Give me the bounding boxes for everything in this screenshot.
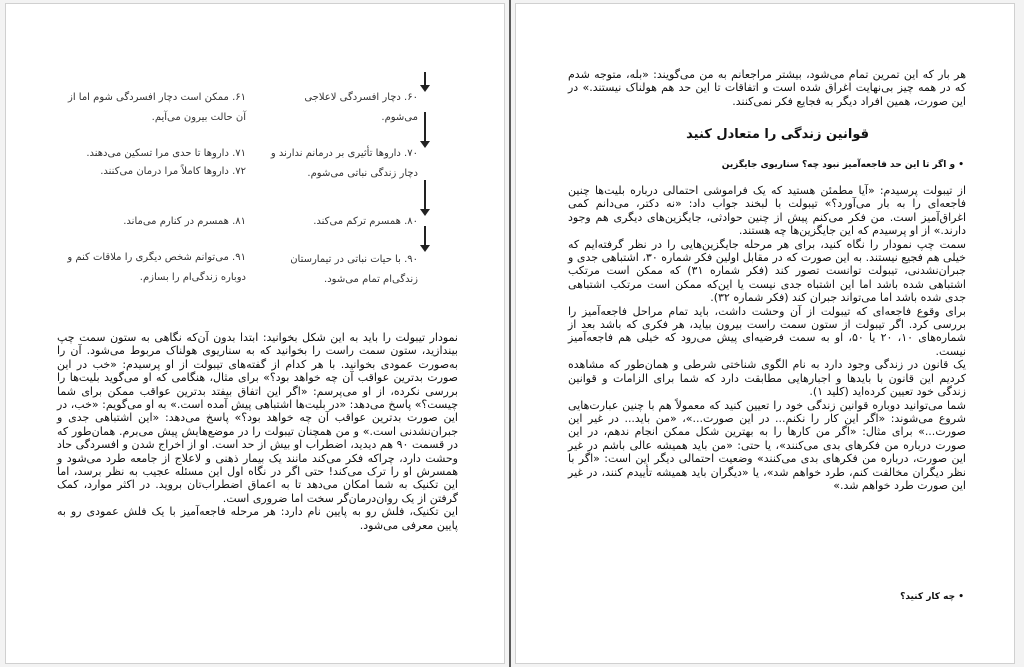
paragraph: نمودار تیبولت را باید به این شکل بخوانید: ابتدا بدون آن‌که نگاهی به ستون سمت چپ بیندازید، ستون سمت راست را بخوانید که به سناریوی هولناک مربوط می‌شود. آن را به‌صورت عمودی بخوانید. با هر کدام از گفته‌های تیبولت از او پرسیدم: «خب در این صورت بدترین عواقب آن چه خواهد بود؟» برای مثال، هنگامی که او می‌گوید بلیت‌ها را بررسی نکرده، از او می‌پرسم: «اگر این اتفاق بیفتد بدترین عواقب ممکن برای شما چیست؟» پاسخ می‌دهد: «در بلیت‌ها اشتباهی پیش آمده است.» به او می‌گویم: «خب، در این صورت بدترین عواقب آن چه خواهد بود؟» پاسخ می‌دهد: «این اشتباهی جدی و جبران‌نشدنی است.» و من همچنان تیبولت را در موضع‌هایش پیش می‌برم. همان‌طور که در قسمت ۹۰ هم دیدید، اضطراب او بیش از حد است. او از اخراج شدن و افسردگی حاد وحشت دارد، چراکه فکر می‌کند مانند یک بیمار ذهنی و لاعلاج از جامعه طرد می‌شود و همسرش او را ترک می‌کند! حتی اگر در نگاه اول این مسئله عجیب به نظر برسد، اما این تکنیک به شما امکان می‌دهد تا به اعماق اضطراب‌تان بروید. در اکثر موارد، کمک گرفتن از یک روان‌درمان‌گر سخت اما ضروری است.	[57, 331, 458, 505]
flow-item-81: ۸۱. همسرم در کنارم می‌ماند.	[123, 216, 246, 227]
right-page	[515, 3, 1015, 664]
down-arrow-icon	[420, 226, 430, 252]
flow-item-61: ۶۱. ممکن است دچار افسردگی شوم اما از آن حالت بیرون می‌آیم.	[67, 92, 246, 123]
flow-item-71: ۷۱. داروها تا حدی مرا تسکین می‌دهند.	[86, 148, 246, 159]
left-body-text	[57, 331, 458, 532]
paragraph: یک قانون در زندگی وجود دارد به نام الگوی شناختی شرطی و همان‌طور که مشاهده کردیم این قانون با بایدها و اجبارهایی مطابقت دارد که شما برای الزامات و قوانین زندگی خود تعیین کرده‌اید (کلید ۱).	[568, 358, 966, 399]
section-title: قوانین زندگی را متعادل کنید	[686, 127, 869, 142]
page-gutter	[509, 0, 511, 667]
flow-item-72: ۷۲. داروها کاملاً مرا درمان می‌کنند.	[100, 166, 246, 177]
right-body-text	[568, 184, 966, 492]
paragraph: این تکنیک، فلش رو به پایین نام دارد: هر مرحله فاجعه‌آمیز با یک فلش عمودی رو به پایین معرفی می‌شود.	[57, 505, 458, 532]
down-arrow-icon	[420, 72, 430, 92]
left-page	[5, 3, 505, 664]
subheading-alternative-scenario: • و اگر تا این حد فاجعه‌آمیز نبود چه؟ سناریوی جایگزین	[721, 160, 964, 170]
flow-item-91: ۹۱. می‌توانم شخص دیگری را ملاقات کنم و دوباره زندگی‌ام را بسازم.	[67, 252, 246, 283]
subheading-what-to-do: • چه کار کنید؟	[900, 592, 964, 602]
paragraph: از تیبولت پرسیدم: «آیا مطمئن هستید که یک فراموشی احتمالی درباره بلیت‌ها چنین فاجعه‌ای را به بار می‌آورد؟» تیبولت با لبخند جواب داد: «نه دکتر، می‌دانم کمی اغراق‌آمیز است. من فکر می‌کنم پیش از چنین حوادثی، جایگزین‌های دیگری هم وجود دارند.» از او پرسیدم که این جایگزین‌ها چه هستند.	[568, 184, 966, 238]
down-arrow-icon	[420, 180, 430, 216]
down-arrow-icon	[420, 112, 430, 148]
paragraph: سمت چپ نمودار را نگاه کنید، برای هر مرحله جایگزین‌هایی را در نظر گرفته‌ایم که خیلی هم فجیع نیستند. به این صورت که در مقابل اولین فکر شماره ۳۰، اشتباهی جدی و جبران‌نشدنی، تیبولت توانست تصور کند (فکر شماره ۳۱) که ممکن است مرتکب اشتباهی شده باشد اما این اشتباه جدی نیست یا این‌که ممکن است مرتکب اشتباهی جدی شده باشد اما می‌تواند جبران کند (فکر شماره ۳۲).	[568, 237, 966, 305]
intro-paragraph: هر بار که این تمرین تمام می‌شود، بیشتر مراجعانم به من می‌گویند: «بله، متوجه شدم که در همه چیز بی‌نهایت اغراق شده است و اتفاقات تا این حد هم هولناک نیستند.» در این صورت، همین افراد دیگر به فجایع فکر نمی‌کنند.	[568, 68, 966, 108]
paragraph: شما می‌توانید دوباره قوانین زندگی خود را تعیین کنید که معمولاً هم با چنین عبارت‌هایی شروع می‌شوند: «اگر این کار را نکنم... در این صورت...»، «من باید... در غیر این صورت...» برای مثال: «اگر من کارها را به بهترین شکل ممکن انجام ندهم، در این صورت درباره من فکرهای بدی می‌کنند»، یا حتی: «من باید همیشه عالی باشم در غیر این صورت، درباره من فکرهای بدی می‌کنند» وضعیت احتمالی دیگر این است: «اگر با نظر دیگران مخالفت کنم، طرد خواهم شد»، یا «دیگران باید همیشه تأییدم کنند، در غیر این صورت طرد خواهم شد.»	[568, 398, 966, 492]
flow-item-60: ۶۰. دچار افسردگی لاعلاجی می‌شوم.	[304, 92, 418, 123]
paragraph: برای وقوع فاجعه‌ای که تیبولت از آن وحشت داشت، باید تمام مراحل فاجعه‌آمیز را بررسی کرد. اگر تیبولت از ستون سمت راست بیرون بیاید، هر فکری که باشد بعد از شماره‌های ۱۰، ۲۰ یا ۵۰، او به سمت فرضیه‌ای پیش می‌رود که خیلی هم فاجعه‌آمیز نیست.	[568, 304, 967, 358]
flow-item-90: ۹۰. با حیات نباتی در تیمارستان زندگی‌ام تمام می‌شود.	[290, 254, 418, 285]
flow-item-70: ۷۰. داروها تأثیری بر درمانم ندارند و دچار زندگی نباتی می‌شوم.	[270, 148, 418, 179]
flow-item-80: ۸۰. همسرم ترکم می‌کند.	[313, 216, 418, 227]
